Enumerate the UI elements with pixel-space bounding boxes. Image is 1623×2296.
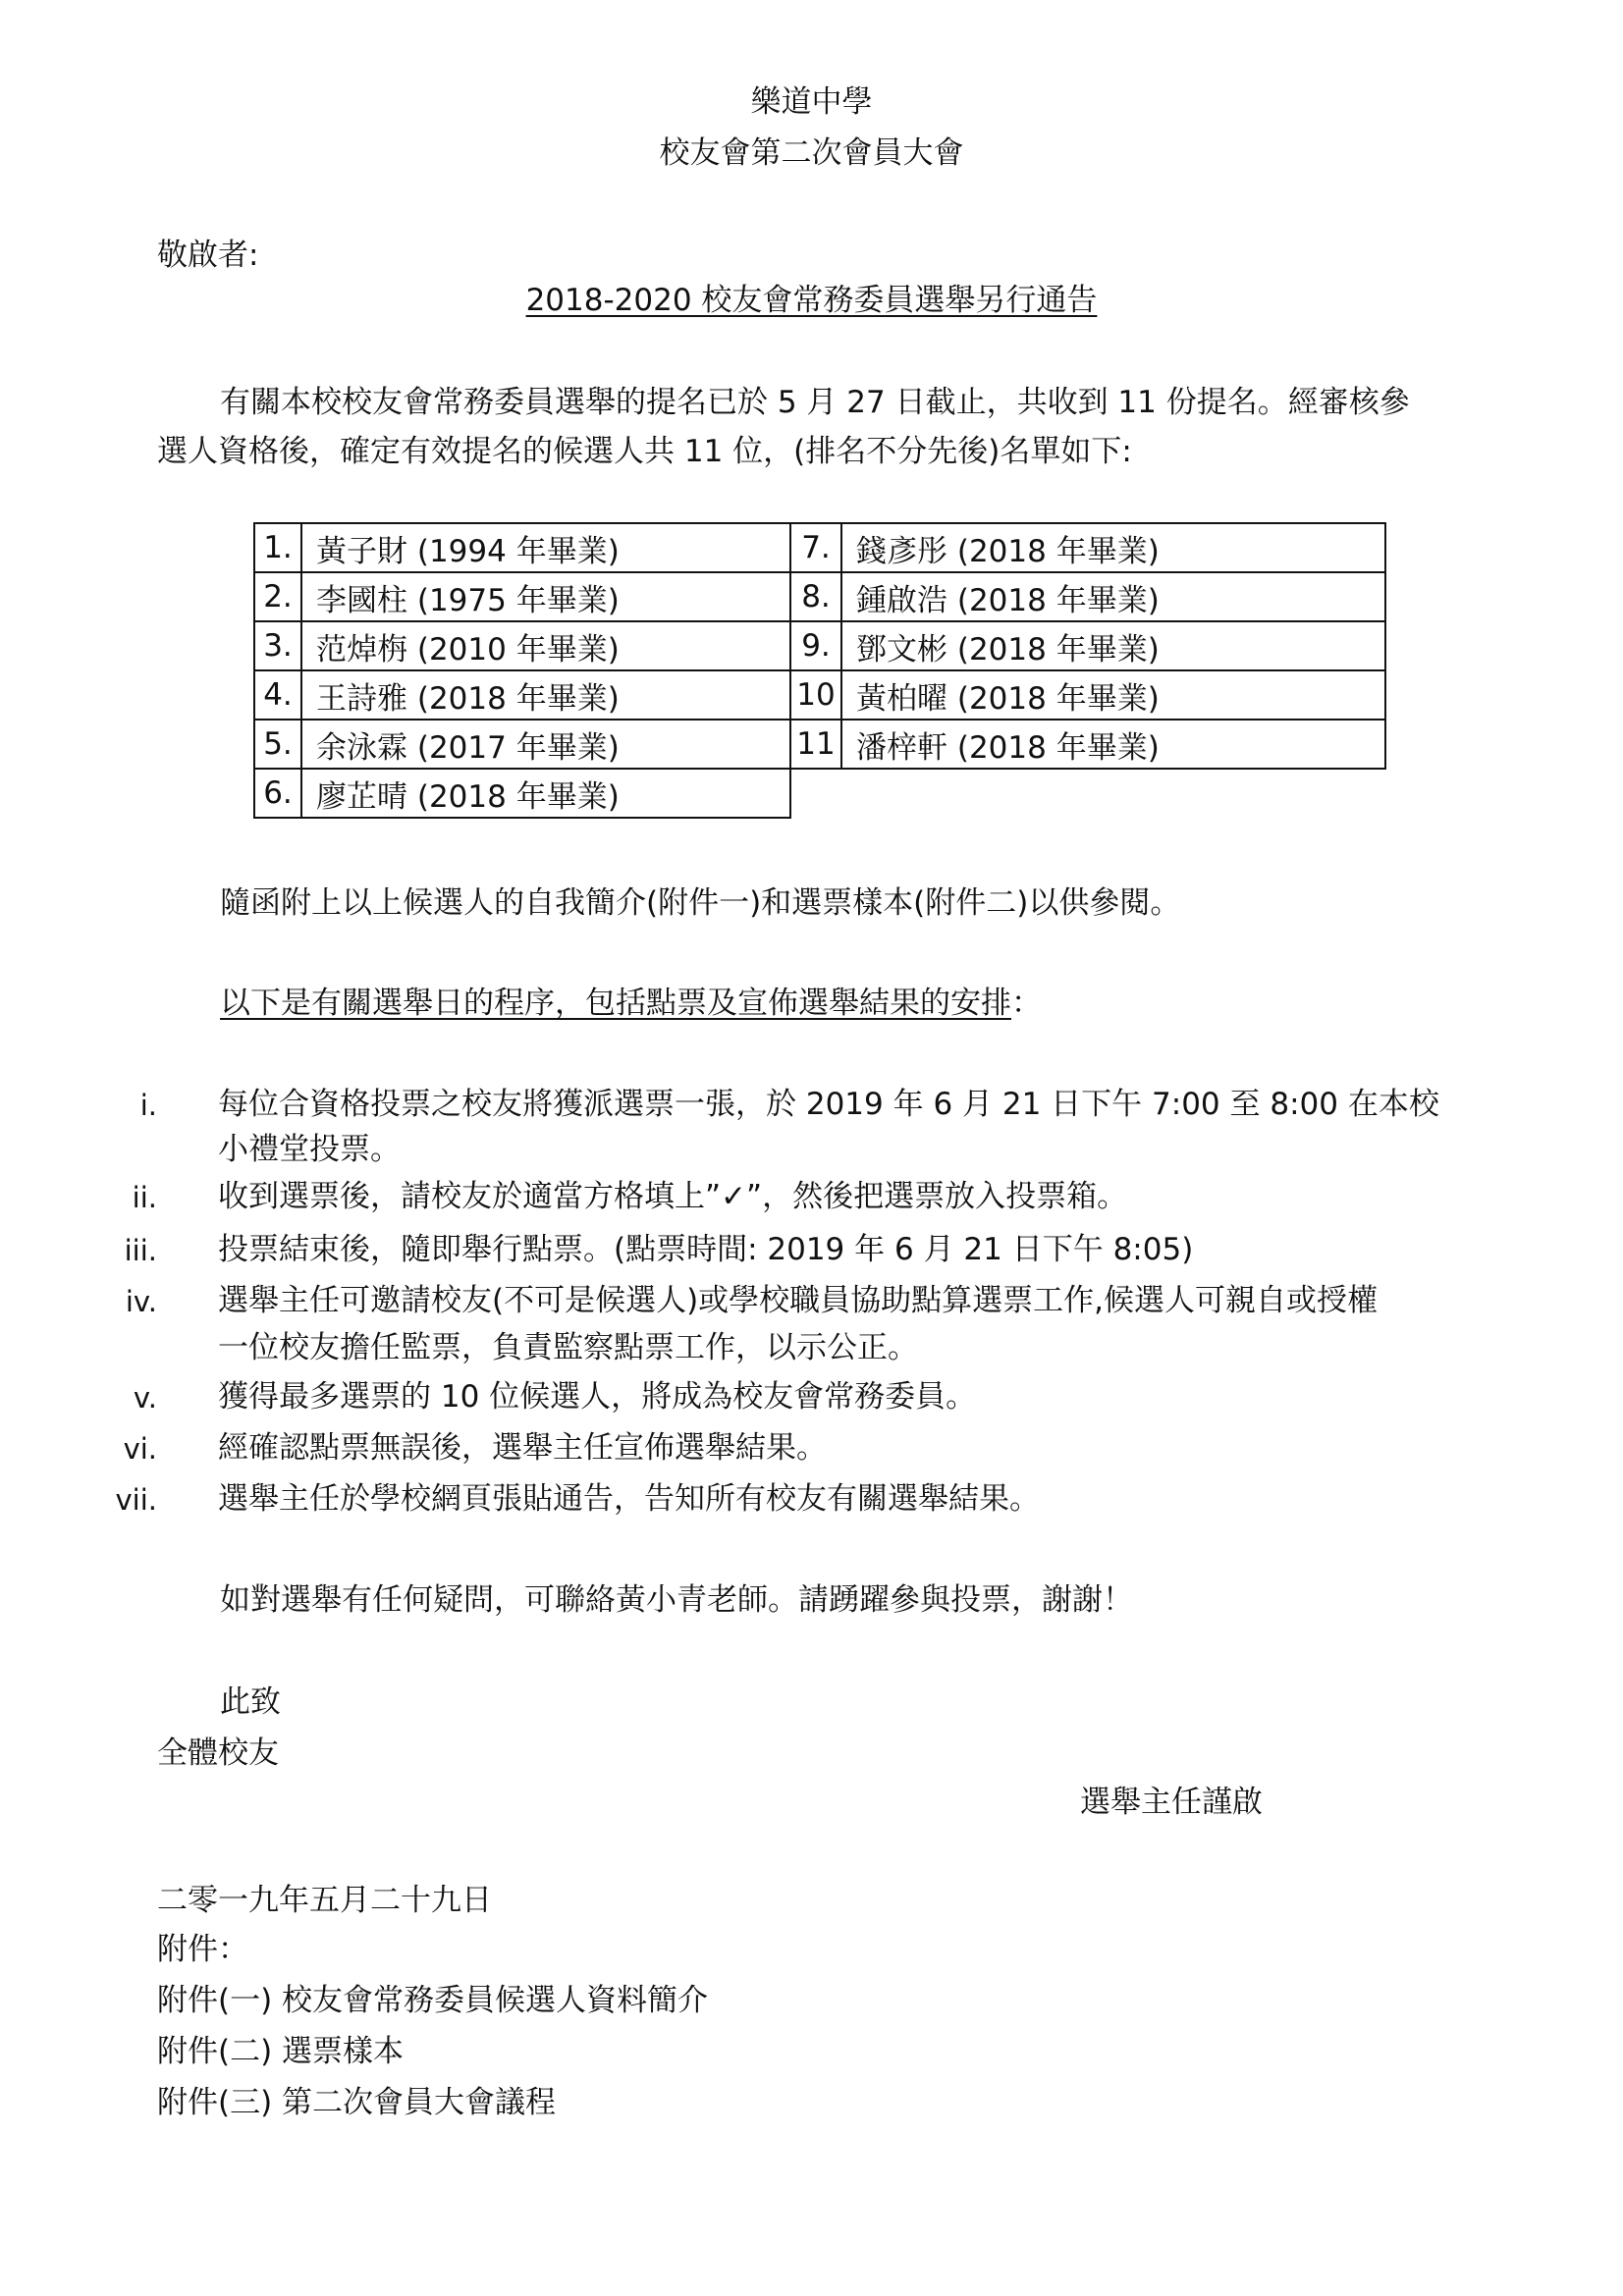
candidate-number: 1. bbox=[254, 523, 301, 572]
signature: 選舉主任謹啟 bbox=[1080, 1785, 1263, 1820]
procedure-number: v. bbox=[133, 1381, 157, 1415]
candidate-name: 潘梓軒 (2018 年畢業) bbox=[841, 720, 1385, 769]
intro-line-1: 有關本校校友會常務委員選舉的提名已於 5 月 27 日截止，共收到 11 份提名。經審核參 bbox=[220, 385, 1410, 420]
enquiry-text: 如對選舉有任何疑問，可聯絡黃小青老師。請踴躍參與投票，謝謝！ bbox=[220, 1582, 1133, 1618]
attachment-item: 附件(二) 選票樣本 bbox=[157, 2034, 405, 2069]
candidate-name: 錢彥彤 (2018 年畢業) bbox=[841, 523, 1385, 572]
procedure-number: i. bbox=[139, 1089, 157, 1122]
attachment-item: 附件(一) 校友會常務委員候選人資料簡介 bbox=[157, 1983, 709, 2018]
candidate-number: 4. bbox=[254, 670, 301, 720]
candidate-name: 鄧文彬 (2018 年畢業) bbox=[841, 621, 1385, 670]
candidate-number: 7. bbox=[790, 523, 841, 572]
closing-prefix: 此致 bbox=[220, 1684, 281, 1720]
candidate-number: 11 bbox=[790, 720, 841, 769]
school-name: 樂道中學 bbox=[750, 84, 873, 120]
candidate-table bbox=[253, 522, 1386, 819]
candidate-number: 3. bbox=[254, 621, 301, 670]
candidate-name: 黃子財 (1994 年畢業) bbox=[301, 523, 790, 572]
procedure-item-line: 每位合資格投票之校友將獲派選票一張，於 2019 年 6 月 21 日下午 7:00 至 8:00 在本校 bbox=[218, 1087, 1439, 1122]
salutation: 敬啟者: bbox=[157, 238, 259, 273]
intro-line-2: 選人資格後，確定有效提名的候選人共 11 位，(排名不分先後)名單如下: bbox=[157, 434, 1132, 469]
procedure-number: ii. bbox=[132, 1181, 157, 1214]
candidate-name: 李國柱 (1975 年畢業) bbox=[301, 572, 790, 621]
procedure-item-line: 選舉主任於學校網頁張貼通告，告知所有校友有關選舉結果。 bbox=[218, 1481, 1040, 1517]
candidate-name: 余泳霖 (2017 年畢業) bbox=[301, 720, 790, 769]
candidate-number: 9. bbox=[790, 621, 841, 670]
candidate-name: 鍾啟浩 (2018 年畢業) bbox=[841, 572, 1385, 621]
empty-cell bbox=[790, 769, 1385, 818]
procedure-number: iv. bbox=[125, 1285, 157, 1318]
table-row bbox=[254, 523, 1385, 572]
candidate-name: 廖芷晴 (2018 年畢業) bbox=[301, 769, 790, 818]
candidate-number: 10 bbox=[790, 670, 841, 720]
candidate-number: 8. bbox=[790, 572, 841, 621]
procedure-heading-colon: ： bbox=[1011, 986, 1042, 1021]
procedure-item-line: 獲得最多選票的 10 位候選人，將成為校友會常務委員。 bbox=[218, 1379, 977, 1415]
attachment-item: 附件(三) 第二次會員大會議程 bbox=[157, 2085, 557, 2120]
candidate-name: 黃柏曜 (2018 年畢業) bbox=[841, 670, 1385, 720]
candidate-name: 范焯栴 (2010 年畢業) bbox=[301, 621, 790, 670]
candidate-number: 2. bbox=[254, 572, 301, 621]
meeting-title: 校友會第二次會員大會 bbox=[659, 135, 964, 171]
candidate-name: 王詩雅 (2018 年畢業) bbox=[301, 670, 790, 720]
procedure-item-line: 一位校友擔任監票，負責監察點票工作，以示公正。 bbox=[218, 1330, 918, 1365]
procedure-number: iii. bbox=[124, 1234, 157, 1267]
table-row bbox=[254, 572, 1385, 621]
candidate-number: 6. bbox=[254, 769, 301, 818]
table-row bbox=[254, 670, 1385, 720]
table-row bbox=[254, 621, 1385, 670]
procedure-item-line: 投票結束後，隨即舉行點票。(點票時間: 2019 年 6 月 21 日下午 8:05) bbox=[218, 1232, 1194, 1267]
closing-recipient: 全體校友 bbox=[157, 1735, 279, 1771]
table-row bbox=[254, 769, 1385, 818]
procedure-heading: 以下是有關選舉日的程序，包括點票及宣佈選舉結果的安排 bbox=[220, 986, 1011, 1021]
issue-date: 二零一九年五月二十九日 bbox=[157, 1883, 492, 1918]
procedure-item-line: 收到選票後，請校友於適當方格填上”✓”，然後把選票放入投票箱。 bbox=[218, 1179, 1128, 1214]
attachment-note: 隨函附上以上候選人的自我簡介(附件一)和選票樣本(附件二)以供參閱。 bbox=[220, 885, 1181, 921]
procedure-number: vi. bbox=[123, 1432, 157, 1466]
candidate-number: 5. bbox=[254, 720, 301, 769]
attachments-heading: 附件： bbox=[157, 1932, 248, 1967]
procedure-item-line: 選舉主任可邀請校友(不可是候選人)或學校職員協助點算選票工作,候選人可親自或授權 bbox=[218, 1283, 1379, 1318]
procedure-item-line: 經確認點票無誤後，選舉主任宣佈選舉結果。 bbox=[218, 1430, 827, 1466]
notice-title: 2018-2020 校友會常務委員選舉另行通告 bbox=[525, 283, 1098, 318]
table-row bbox=[254, 720, 1385, 769]
procedure-item-line: 小禮堂投票。 bbox=[218, 1132, 401, 1167]
procedure-number: vii. bbox=[115, 1483, 157, 1517]
